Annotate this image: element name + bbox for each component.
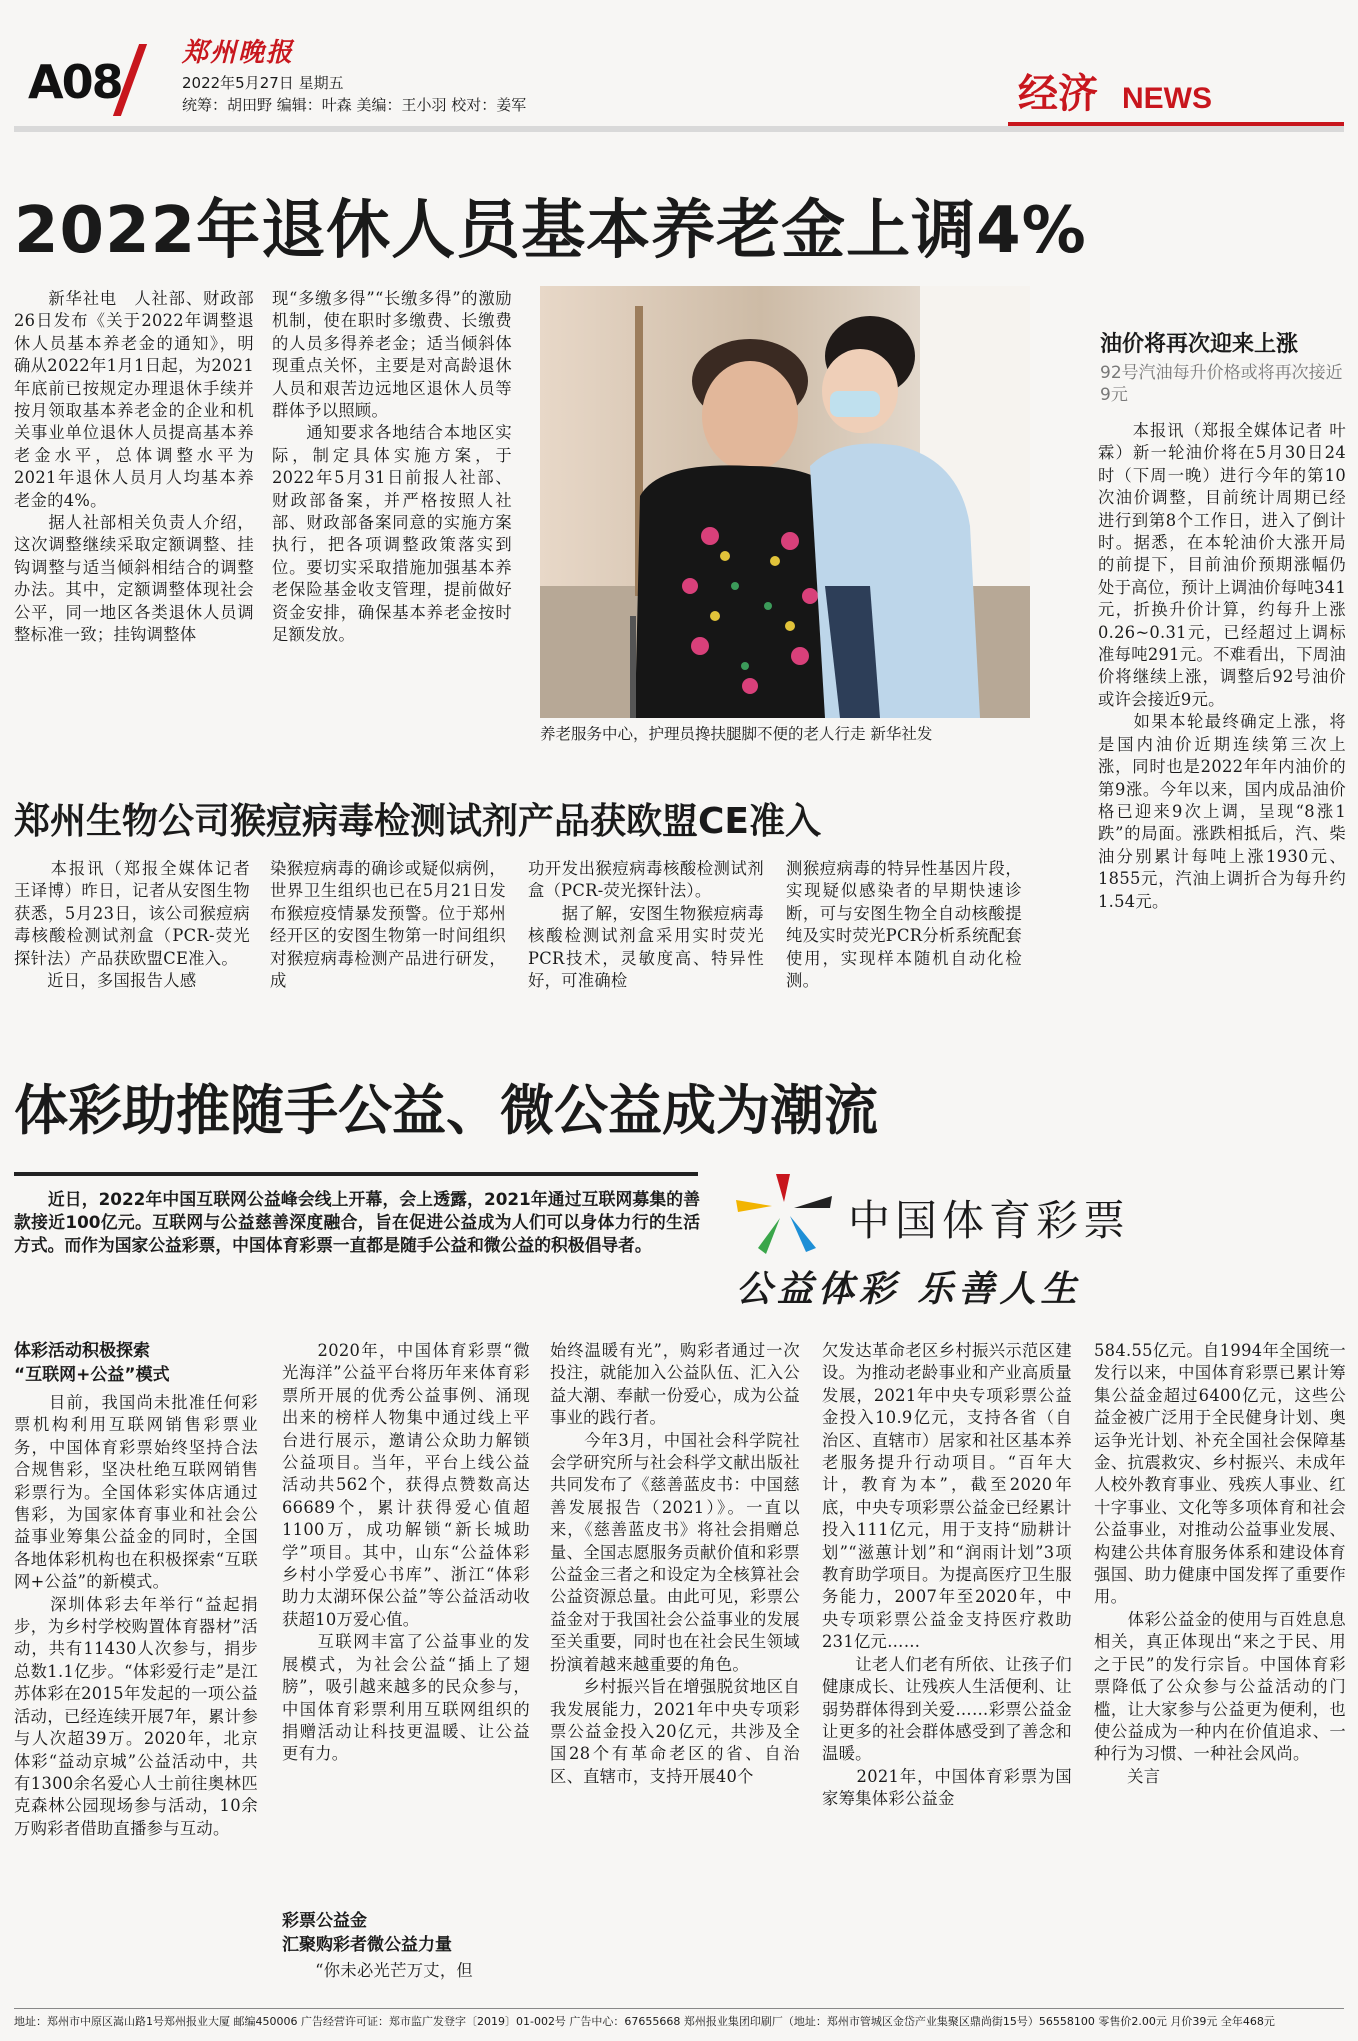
lottery-column-2-tail: “你未必光芒万丈，但 [282,1961,474,1980]
monkeypox-column-4: 测猴痘病毒的特异性基因片段，实现疑似感染者的早期快速诊断，可与安图生物全自动核酸提纯及实时荧光PCR分析系统配套使用，实现样本随机自动化检测。 [786,859,1022,991]
oil-price-title: 油价将再次迎来上涨 [1100,332,1299,357]
oil-price-body: 本报讯（郑报全媒体记者 叶霖）新一轮油价将在5月30日24时（下周一晚）进行今年的第10次油价调整，目前统计周期已经进行到第8个工作日，进入了倒计时。据悉，在本轮油价大涨开局的前提下，目前油价预期涨幅仍处于高位，预计上调油价每吨341元，折换升价计算，约每升上涨0.26~0.31元，已经超过上调标准每吨291元。不难看出，下周油价将继续上涨，调整后92号油价或许会接近9元。 如果本轮最终确定上涨，将是国内油价近期连续第三次上涨，同时也是2022年年内油价的第9涨。今年以来，国内成品油价格已迎来9次上调，呈现“8涨1跌”的局面。涨跌相抵后，汽、柴油分别累计每吨上涨1930元、1855元，汽油上调折合为每升约1.54元。 [1098,421,1346,911]
lottery-column-2: 2020年，中国体育彩票“微光海洋”公益平台将历年来体育彩票所开展的优秀公益事例、涌现出来的榜样人物集中通过线上平台进行展示，邀请公众助力解锁公益项目。当年，平台上线公益活动共562个，获得点赞数高达66689个，累计获得爱心值超1100万，成功解锁“新长城助学”项目。其中，山东“公益体彩乡村小学爱心书库”、浙江“体彩助力太湖环保公益”等公益活动收获超10万爱心值。 互联网丰富了公益事业的发展模式，为社会公益“插上了翅膀”，吸引越来越多的民众参与，中国体育彩票利用互联网组织的捐赠活动让科技更温暖、让公益更有力。 [282,1341,530,1764]
section-title-en: NEWS [1122,82,1212,115]
header-rule [14,126,1344,132]
elderly-care-photo [540,286,1030,718]
monkeypox-column-1: 本报讯（郑报全媒体记者 王译博）昨日，记者从安图生物获悉，5月23日，该公司猴痘病毒核酸检测试剂盒（PCR-荧光探针法）产品获欧盟CE准入。 近日，多国报告人感 [14,859,250,991]
lottery-intro: 近日，2022年中国互联网公益峰会线上开幕，会上透露，2021年通过互联网募集的善款接近100亿元。互联网与公益慈善深度融合，旨在促进公益成为人们可以身体力行的生活方式。而作为国家公益彩票，中国体育彩票一直都是随手公益和微公益的积极倡导者。 [14,1189,700,1255]
oil-price-subtitle: 92号汽油每升价格或将再次接近9元 [1100,363,1343,405]
monkeypox-column-2: 染猴痘病毒的确诊或疑似病例，世界卫生组织也已在5月21日发布猴痘疫情暴发预警。位于郑州经开区的安图生物第一时间组织对猴痘病毒检测产品进行研发，成 [270,859,506,991]
section-title: 经济 [1018,71,1098,117]
newspaper-logo: 郑州晚报 [182,38,295,68]
lottery-column-3: 始终温暖有光”，购彩者通过一次投注，就能加入公益队伍、汇入公益大潮、奉献一份爱心，成为公益事业的践行者。 今年3月，中国社会科学院社会学研究所与社会科学文献出版社共同发布了《慈善蓝皮书：中国慈善发展报告（2021）》。一直以来，《慈善蓝皮书》将社会捐赠总量、全国志愿服务贡献价值和彩票公益金三者之和设定为全核算社会公益资源总量。由此可见，彩票公益金对于我国社会公益事业的发展至关重要，同时也在社会民生领域扮演着越来越重要的角色。 乡村振兴旨在增强脱贫地区自我发展能力，2021年中央专项彩票公益金投入20亿元，共涉及全国28个有革命老区的省、自治区、直辖市，支持开展40个 [550,1341,800,1786]
page-number: A08 [28,55,122,109]
headline-sports-lottery: 体彩助推随手公益、微公益成为潮流 [14,1079,878,1142]
headline-pension: 2022年退休人员基本养老金上调4% [14,194,1087,268]
editor-credits: 统筹：胡田野 编辑：叶森 美编：王小羽 校对：姜军 [182,96,527,114]
sports-lottery-slogan: 公益体彩 乐善人生 [736,1268,1082,1310]
lottery-column-5: 584.55亿元。自1994年全国统一发行以来，中国体育彩票已累计筹集公益金超过6400亿元，这些公益金被广泛用于全民健身计划、奥运争光计划、补充全国社会保障基金、抗震救灾、乡村振兴、未成年人校外教育事业、残疾人事业、红十字事业、文化等多项体育和社会公益事业，对推动公益事业发展、构建公共体育服务体系和建设体育强国、助力健康中国发挥了重要作用。 体彩公益金的使用与百姓息息相关，真正体现出“来之于民、用之于民”的发行宗旨。中国体育彩票降低了公众参与公益活动的门槛，让大家参与公益更为便利，也使公益成为一种内在价值追求、一种行为习惯、一种社会风尚。 关言 [1094,1341,1346,1786]
intro-rule [14,1172,698,1176]
subheading-2-line-1: 彩票公益金 [282,1911,367,1931]
subheading-1-line-2: “互联网+公益”模式 [14,1365,170,1385]
sports-lottery-logo-text: 中国体育彩票 [848,1196,1131,1245]
sports-lottery-logo-icon [732,1168,842,1258]
issue-date: 2022年5月27日 星期五 [182,74,344,92]
footer-imprint: 地址：郑州市中原区嵩山路1号郑州报业大厦 邮编450006 广告经营许可证：郑市监广发登字〔2019〕01-002号 广告中心：67655668 郑州报业集团印刷厂（地址：郑州市管城区金岱产业集聚区鼎尚街15号）56558100 零售价2.00元 月价39元 全年468元 [14,2015,1275,2028]
lottery-column-4: 欠发达革命老区乡村振兴示范区建设。为推动老龄事业和产业高质量发展，2021年中央专项彩票公益金投入10.9亿元，支持各省（自治区、直辖市）居家和社区基本养老服务提升行动项目。“百年大计，教育为本”，截至2020年底，中央专项彩票公益金已经累计投入111亿元，用于支持“励耕计划”“滋蕙计划”和“润雨计划”3项教育助学项目。为提高医疗卫生服务能力，2007年至2020年，中央专项彩票公益金支持医疗救助231亿元…… 让老人们老有所依、让孩子们健康成长、让残疾人生活便利、让弱势群体得到关爱……彩票公益金让更多的社会群体感受到了善念和温暖。 2021年，中国体育彩票为国家筹集体彩公益金 [822,1341,1072,1809]
pension-column-2: 现“多缴多得”“长缴多得”的激励机制，使在职时多缴费、长缴费的人员多得养老金；适当倾斜体现重点关怀，主要是对高龄退休人员和艰苦边远地区退休人员等群体予以照顾。 通知要求各地结合本地区实际，制定具体实施方案，于2022年5月31日前报人社部、财政部备案，并严格按照人社部、财政部备案同意的实施方案执行，把各项调整政策落实到位。要切实采取措施加强基本养老保险基金收支管理，提前做好资金安排，确保基本养老金按时足额发放。 [272,289,512,645]
subheading-1-line-1: 体彩活动积极探索 [14,1341,150,1361]
lottery-column-1: 目前，我国尚未批准任何彩票机构利用互联网销售彩票业务，中国体育彩票始终坚持合法合规售彩，坚决杜绝互联网销售彩票行为。全国体彩实体店通过售彩，为国家体育事业和社会公益事业筹集公益金的同时，全国各地体彩机构也在积极探索“互联网+公益”的新模式。 深圳体彩去年举行“益起捐步，为乡村学校购置体育器材”活动，共有11430人次参与，捐步总数1.1亿步。“体彩爱行走”是江苏体彩在2015年发起的一项公益活动，已经连续开展7年，累计参与人次超39万。2020年，北京体彩“益动京城”公益活动中，共有1300余名爱心人士前往奥林匹克森林公园现场参与活动，10余万购彩者借助直播参与互动。 [14,1393,258,1838]
footer-rule [14,2008,1344,2009]
subheading-2-line-2: 汇聚购彩者微公益力量 [282,1935,452,1955]
pension-column-1: 新华社电 人社部、财政部26日发布《关于2022年调整退休人员基本养老金的通知》，明确从2022年1月1日起，为2021年底前已按规定办理退休手续并按月领取基本养老金的企业和机关事业单位退休人员提高基本养老金水平，总体调整水平为2021年退休人员月人均基本养老金的4%。 据人社部相关负责人介绍，这次调整继续采取定额调整、挂钩调整与适当倾斜相结合的调整办法。其中，定额调整体现社会公平，同一地区各类退休人员调整标准一致；挂钩调整体 [14,289,254,645]
monkeypox-column-3: 功开发出猴痘病毒核酸检测试剂盒（PCR-荧光探针法）。 据了解，安图生物猴痘病毒核酸检测试剂盒采用实时荧光PCR技术，灵敏度高、特异性好，可准确检 [528,859,764,991]
photo-caption: 养老服务中心，护理员搀扶腿脚不便的老人行走 新华社发 [540,725,933,743]
headline-monkeypox-test: 郑州生物公司猴痘病毒检测试剂产品获欧盟CE准入 [14,801,822,842]
